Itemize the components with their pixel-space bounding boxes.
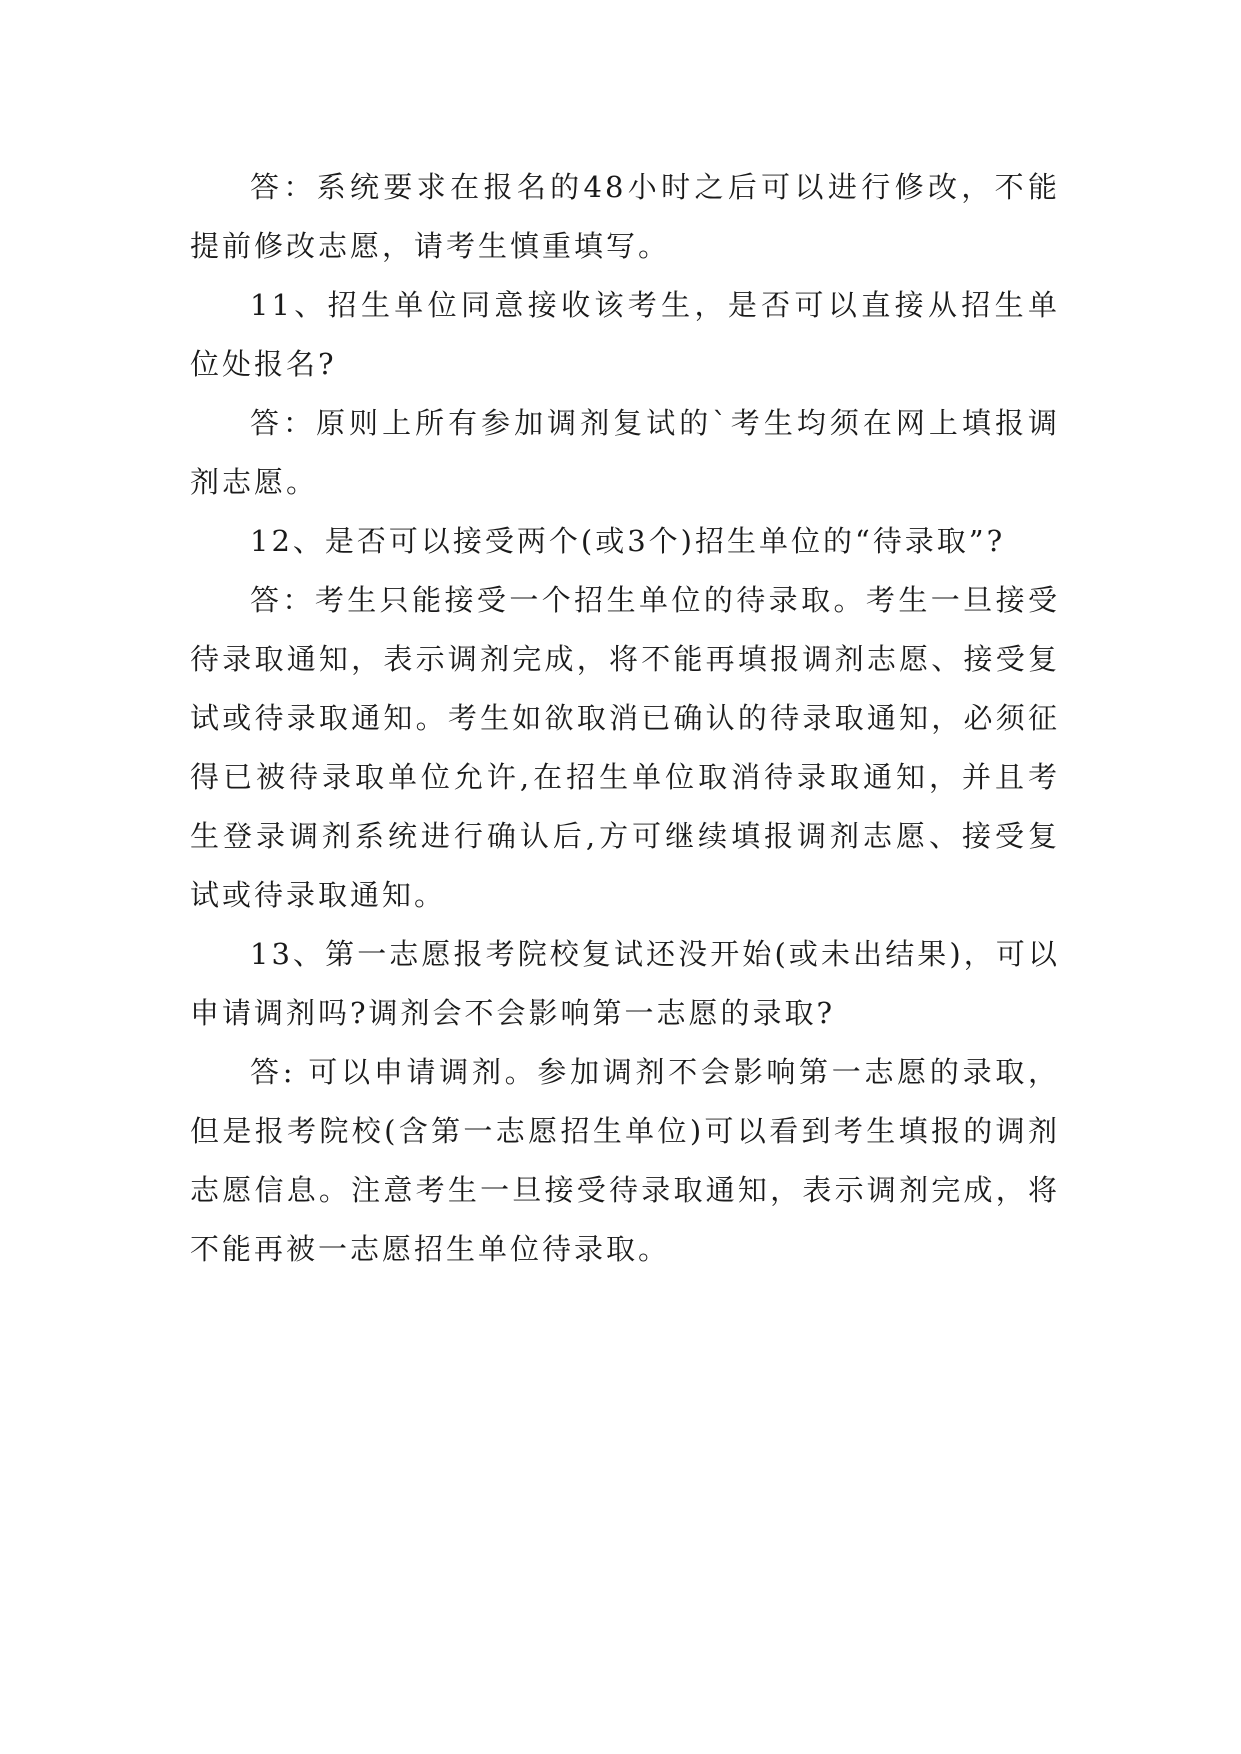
document-body — [190, 158, 1060, 1279]
answer-paragraph: 答: 可以申请调剂。参加调剂不会影响第一志愿的录取，但是报考院校(含第一志愿招生单位)可以看到考生填报的调剂志愿信息。注意考生一旦接受待录取通知，表示调剂完成，将不能再被一志愿招生单位待录取。 — [190, 1055, 1060, 1266]
answer-paragraph: 答：原则上所有参加调剂复试的`考生均须在网上填报调剂志愿。 — [190, 406, 1060, 499]
answer-paragraph: 答：考生只能接受一个招生单位的待录取。考生一旦接受待录取通知，表示调剂完成，将不能再填报调剂志愿、接受复试或待录取通知。考生如欲取消已确认的待录取通知，必须征得已被待录取单位允许,在招生单位取消待录取通知，并且考生登录调剂系统进行确认后,方可继续填报调剂志愿、接受复试或待录取通知。 — [190, 583, 1060, 912]
answer-paragraph: 答：系统要求在报名的48小时之后可以进行修改，不能提前修改志愿，请考生慎重填写。 — [190, 170, 1060, 263]
question-paragraph: 12、是否可以接受两个(或3个)招生单位的“待录取”? — [250, 524, 1006, 558]
question-paragraph: 13、第一志愿报考院校复试还没开始(或未出结果)，可以申请调剂吗?调剂会不会影响第一志愿的录取? — [190, 937, 1060, 1030]
question-paragraph: 11、招生单位同意接收该考生，是否可以直接从招生单位处报名? — [190, 288, 1060, 381]
